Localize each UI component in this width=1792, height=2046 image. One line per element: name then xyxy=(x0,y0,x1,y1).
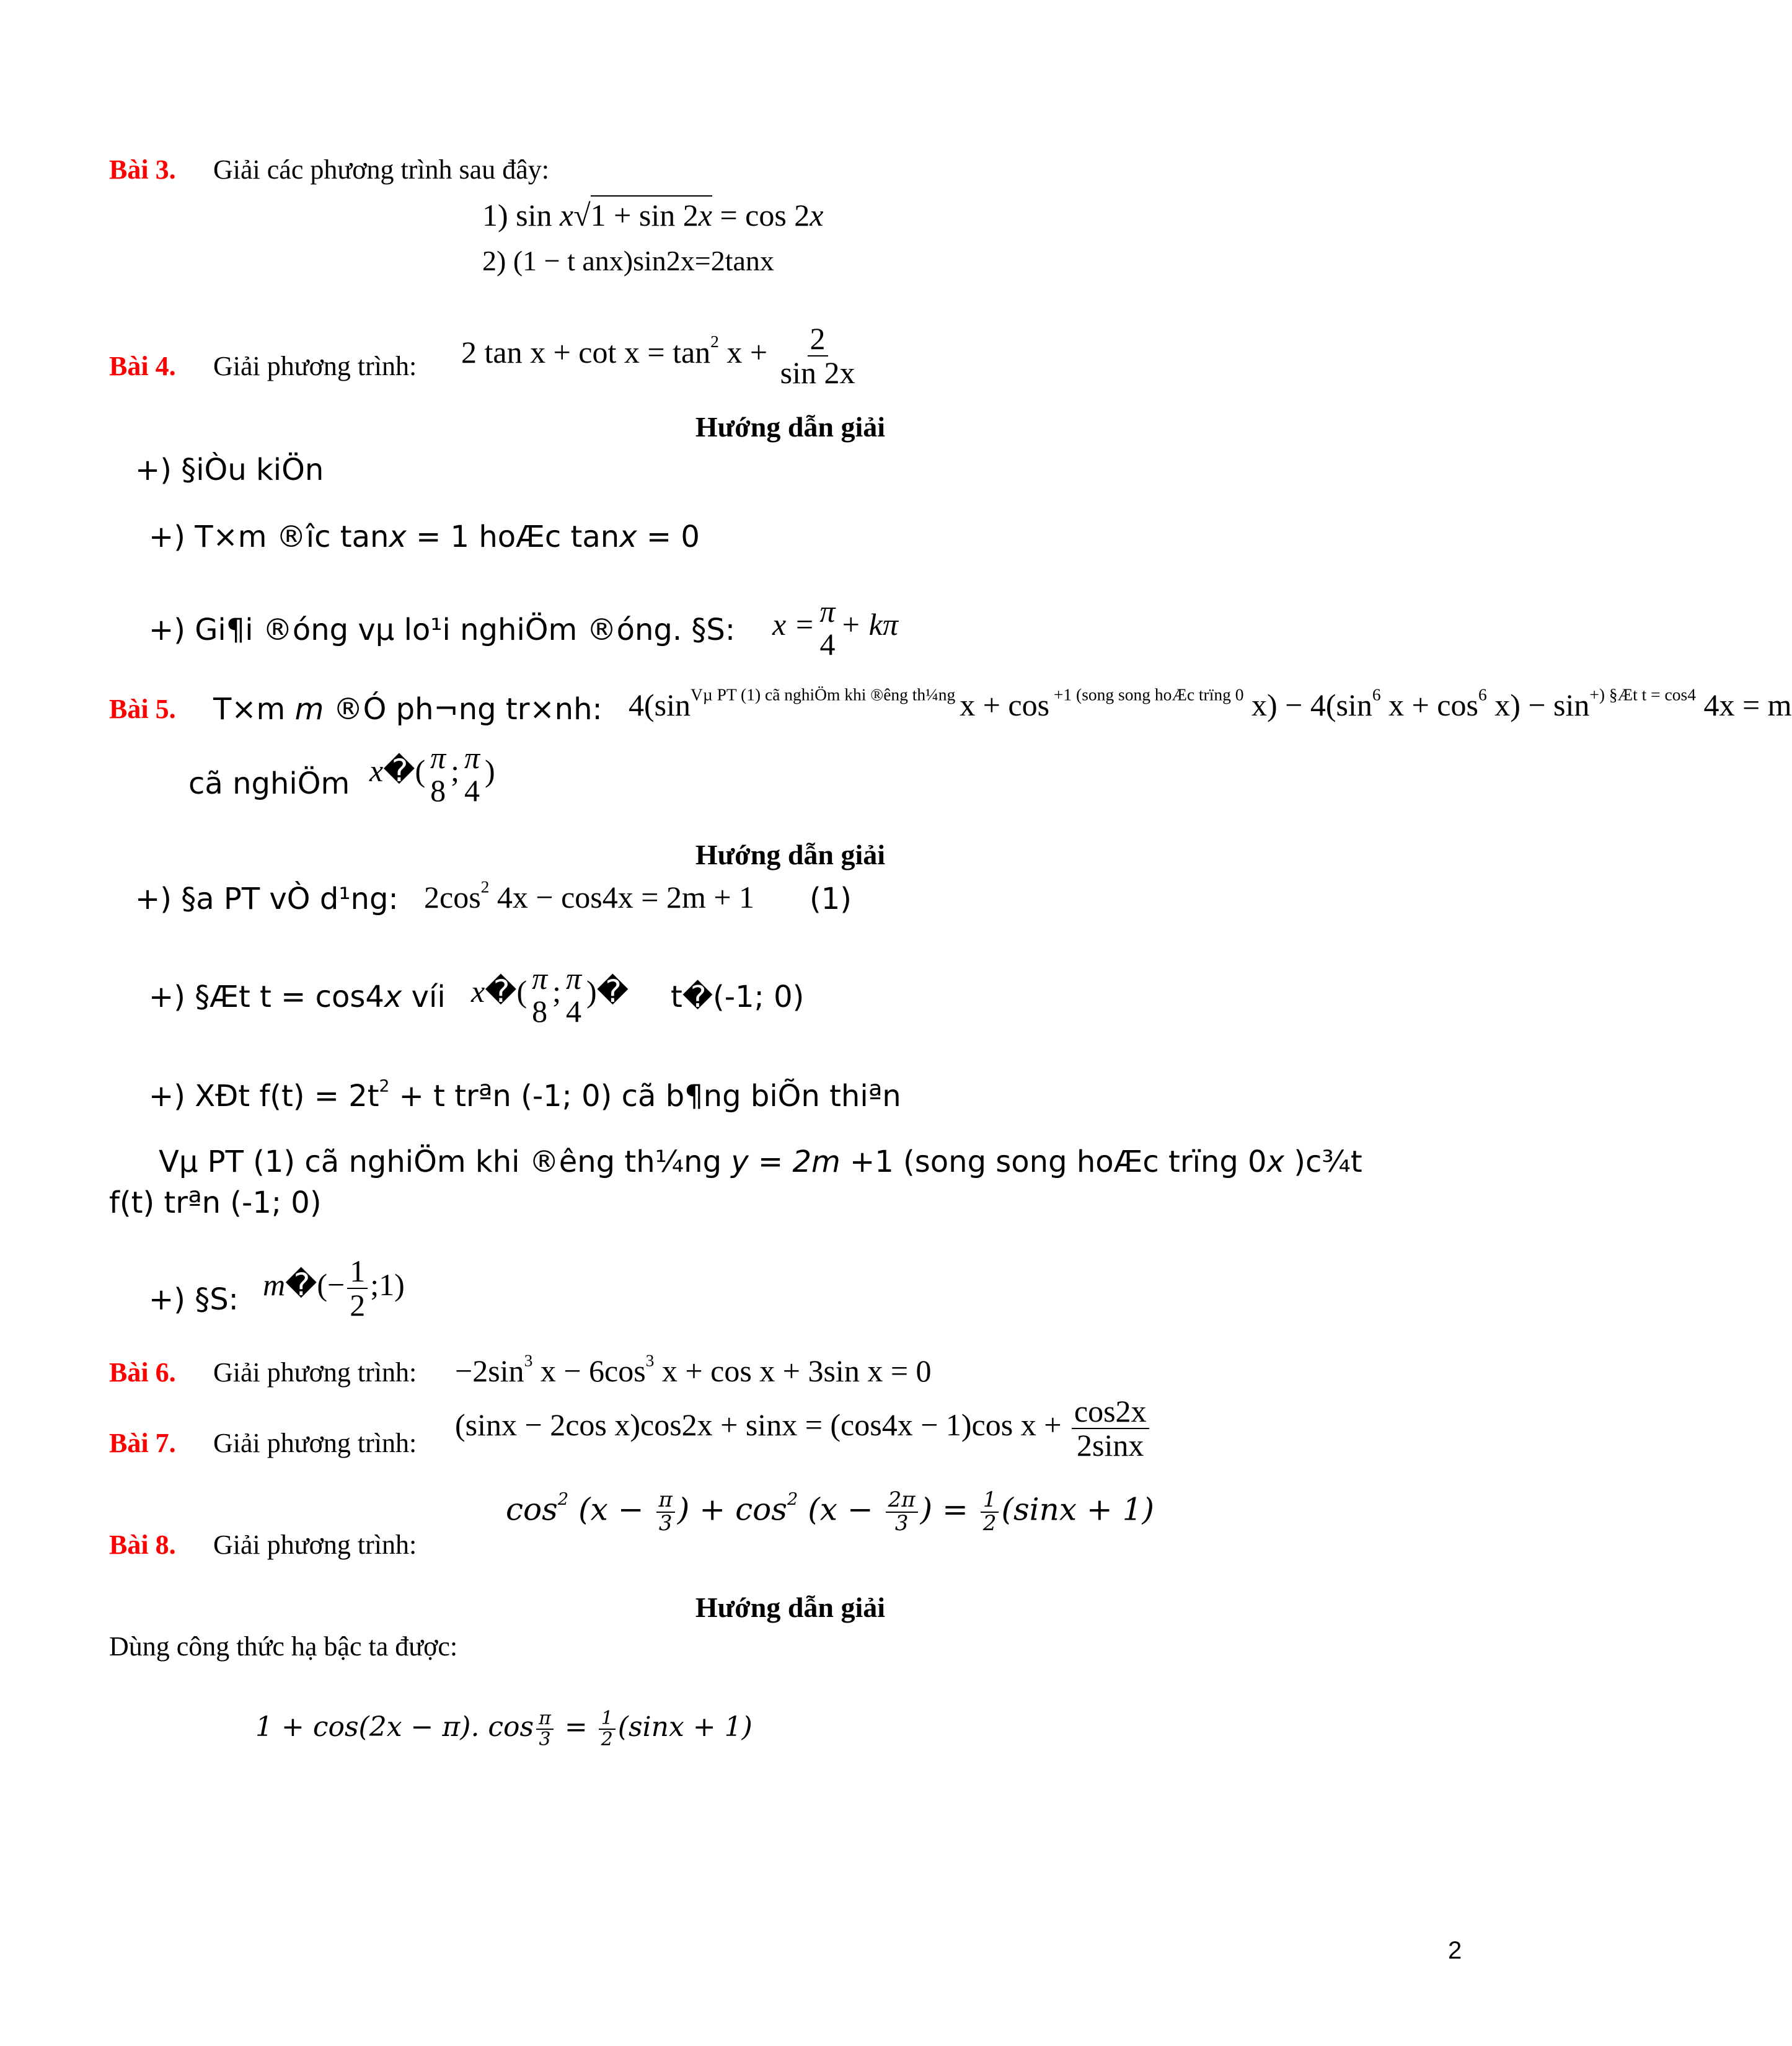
b8-label: Bài 8. xyxy=(109,1530,176,1560)
b4-text: Giải phương trình: xyxy=(213,351,417,381)
b5-label: Bài 5. xyxy=(109,694,176,724)
b5-answer: m�(− $\frac{1}{2}$ ;1) xyxy=(263,1254,405,1322)
b4-step-1: +) §iÒu kiÖn xyxy=(135,453,324,487)
b5-step-2-interval: x�( π 8 ; π 4 )� xyxy=(471,961,629,1029)
b3-label: Bài 3. xyxy=(109,154,176,185)
b8-guide-line: Dùng công thức hạ bậc ta được: xyxy=(109,1631,458,1662)
b7-text: Giải phương trình: xyxy=(213,1428,417,1458)
b3-text: Giải các phương trình sau đây: xyxy=(213,154,549,185)
b4-step-3: +) Gi¶i ®óng vµ lo¹i nghiÖm ®óng. §S: xyxy=(149,613,735,647)
b3-eq1: 1) sin x√1 + sin 2x = cos 2x xyxy=(482,197,824,233)
b4-step-2: +) T×m ®îc tanx = 1 hoÆc tanx = 0 xyxy=(149,520,700,554)
b5-step-3: +) XÐt $f(t) = 2t^2 + t$ trªn (-1; 0) cã b¶ng biÕn thiªn xyxy=(149,1076,901,1114)
b5-text: T×m m ®Ó ph¬ng tr×nh: xyxy=(213,692,602,727)
b3-eq2: 2) (1 − t anx)sin2x=2tanx xyxy=(482,245,774,277)
b5-interval: x�( π 8 ; π 4 ) xyxy=(369,740,495,808)
b5-step-5: +) §S: xyxy=(149,1282,239,1317)
b8-result-equation: 1 + cos(2x − π). cos $\frac{\pi}{3}$ = $\frac{1}{2}$ (sinx + 1) xyxy=(255,1707,753,1750)
b5-step-2-tail: t�(-1; 0) xyxy=(671,980,805,1014)
b6-equation: $-2\sin^3$ $x - 6\cos^3$ x + cos x + 3sin x = 0 xyxy=(455,1350,932,1388)
b8-guide-heading: Hướng dẫn giải xyxy=(695,1592,886,1623)
b8-text: Giải phương trình: xyxy=(213,1530,417,1560)
b6-label: Bài 6. xyxy=(109,1357,176,1388)
b5-step-1-tag: (1) xyxy=(810,882,852,916)
b5-step-4: Vµ PT (1) cã nghiÖm khi ®êng th¼ng y = 2m +1 (song song hoÆc trïng 0x )c¾t xyxy=(159,1145,1362,1179)
b5-step-1-eq: $2\cos^2$ 4x − cos4x = 2m + 1 xyxy=(424,877,755,914)
b7-label: Bài 7. xyxy=(109,1428,176,1458)
b5-equation: $4(\sin^{V\mu PT (1) cã nghiÖm khi ®êng th\frac{1}{4}ng}$ x + cos $^{+1 (song song hoÆc trïng 0}$ $x) - 4(\sin^6$ $x + \cos^6 x) - \sin^{+) \S Æt t = cos4} 4x = m$ xyxy=(629,684,1792,722)
b5-step-4-line2: f(t) trªn (-1; 0) xyxy=(109,1185,322,1220)
b7-equation: (sinx − 2cos x)cos2x + sinx = (cos4x − 1)cos x + $\frac{\cos 2x}{2\sin x}$ xyxy=(455,1395,1152,1461)
b4-answer: x = π 4 + kπ xyxy=(772,594,898,662)
b4-label: Bài 4. xyxy=(109,351,176,381)
b5-guide-heading: Hướng dẫn giải xyxy=(695,839,886,870)
b5-step-1: +) §a PT vÒ d¹ng: xyxy=(135,882,399,916)
b6-text: Giải phương trình: xyxy=(213,1357,417,1388)
b4-guide-heading: Hướng dẫn giải xyxy=(695,411,886,443)
b4-equation: 2 $\tan x + \cot x = \tan^2 x$ + $\frac{2}{\sin 2x}$ xyxy=(461,321,855,390)
b5-has-root-text: cã nghiÖm xyxy=(188,766,350,801)
b8-equation: $\cos^2 (x$ − $\frac{\pi}{3}$ ) + $\cos^2 (x$ − $\frac{2\pi}{3}$ ) = $\frac{1}{2}$ (sinx + 1) xyxy=(506,1487,1155,1536)
page-number: 2 xyxy=(1448,1937,1462,1964)
b5-step-2: +) §Æt t = cos4x víi xyxy=(149,980,446,1014)
